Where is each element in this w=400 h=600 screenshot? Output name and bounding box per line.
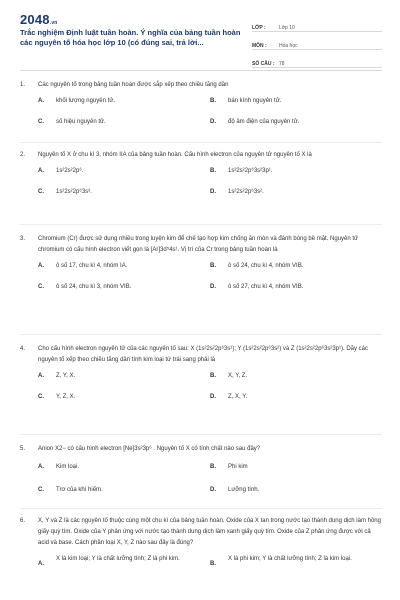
question-text: Nguyên tố X ở chu kì 3, nhóm IIA của bảng tuần hoàn. Cấu hình electron của nguyên tử nguyên tố X là	[38, 152, 312, 158]
question-number: 2.	[20, 152, 26, 158]
option-letter: A.	[38, 464, 44, 470]
meta-label: SỐ CÂU :	[252, 61, 275, 67]
option-text: độ âm điện của nguyên tử.	[228, 119, 300, 125]
option-letter: D.	[210, 284, 216, 290]
question-text: Chromium (Cr) được sử dụng nhiều trong luyện kim để chế tạo hợp kim chống ăn mòn và đánh bóng bề mặt. Nguyên tử chromium có cấu hình electron viết gọn là [Ar]3d⁵4s¹. Vị trí của Cr trong bảng tuần hoàn là	[38, 236, 359, 253]
option-letter: D.	[210, 119, 216, 125]
question-number: 3.	[20, 236, 26, 242]
option-text: 1s²2s²2p⁶3s².	[228, 189, 264, 195]
site-logo[interactable]	[20, 12, 58, 27]
meta-row-count	[252, 54, 382, 68]
option-text: 1s²2s²2p⁶3s³.	[56, 189, 92, 195]
option-text: Z, X, Y.	[228, 394, 248, 400]
option-text: ô số 24, chu kì 4, nhóm VIB.	[228, 263, 304, 269]
option-letter: C.	[38, 487, 44, 493]
option-text: ô số 27, chu kì 4, nhóm VIB.	[228, 284, 304, 290]
option-letter: C.	[38, 189, 44, 195]
page-header	[20, 10, 382, 68]
option-text: Lưỡng tính.	[228, 487, 260, 493]
question-divider	[20, 508, 382, 509]
option-letter: D.	[210, 189, 216, 195]
logo-text: 2048	[20, 12, 50, 27]
meta-label: MÔN :	[252, 43, 267, 49]
question-item	[20, 150, 382, 195]
question-number: 6.	[20, 518, 26, 524]
document-meta	[252, 18, 382, 72]
option-letter: A.	[38, 98, 44, 104]
question-item	[20, 80, 382, 125]
option-text: X, Y, Z.	[228, 373, 248, 379]
question-item	[20, 234, 382, 290]
option-text: Trơ của khí hiếm.	[56, 487, 103, 493]
option-text: Phi kim	[228, 464, 248, 470]
option-letter: B.	[210, 263, 216, 269]
question-text: X, Y và Z là các nguyên tố thuộc cùng một chu kì của bảng tuần hoàn. Oxide của X tan trong nước tạo thành dung dịch làm hồng giấy quỳ tím. Oxide của Y phản ứng với nước tạo thành dung dịch làm xanh giấy quỳ tím. Oxide của Z phản ứng được với cả acid và base. Cách phân loại X, Y, Z nào sau đây là đúng?	[38, 518, 381, 546]
meta-value: Hóa học	[279, 43, 298, 49]
question-text: Anion X2− có cấu hình electron [Ne]3s²3p⁶ . Nguyên tố X có tính chất nào sau đây?	[38, 446, 261, 452]
question-item	[20, 344, 382, 400]
option-text: ô số 17, chu kì 4, nhóm IA.	[56, 263, 128, 269]
option-letter: A.	[38, 373, 44, 379]
option-letter: A.	[38, 561, 44, 567]
header-divider	[20, 70, 382, 71]
question-number: 5.	[20, 446, 26, 452]
option-text: ô số 24, chu kì 3, nhóm VIB.	[56, 284, 132, 290]
question-divider	[20, 334, 382, 335]
question-divider	[20, 224, 382, 225]
question-item	[20, 516, 382, 567]
option-letter: C.	[38, 119, 44, 125]
option-text: 1s²2s²2p⁶.	[56, 168, 84, 174]
option-letter: B.	[210, 98, 216, 104]
option-text: Y, Z, X.	[56, 394, 76, 400]
option-letter: C.	[38, 394, 44, 400]
option-letter: D.	[210, 487, 216, 493]
option-letter: D.	[210, 394, 216, 400]
option-text: Kim loại.	[56, 464, 80, 470]
question-text: Cho cấu hình electron nguyên tử của các nguyên tố sau: X (1s²2s²2p⁶3s¹); Y (1s²2s²2p⁶3s²) và Z (1s²2s²2p⁶3s²3p¹). Dãy các nguyên tố xếp theo chiều tăng dần tính kim loại từ trái sang phải là	[38, 346, 369, 363]
option-text: X là phi kim; Y là chất lưỡng tính; Z là kim loại.	[228, 556, 352, 562]
meta-label: LỚP :	[252, 25, 266, 31]
option-letter: B.	[210, 168, 216, 174]
option-letter: C.	[38, 284, 44, 290]
question-divider	[20, 142, 382, 143]
option-letter: B.	[210, 464, 216, 470]
question-number: 1.	[20, 82, 26, 88]
meta-row-subject	[252, 36, 382, 50]
option-text: khối lượng nguyên tử.	[56, 98, 116, 104]
option-text: Z, Y, X.	[56, 373, 76, 379]
option-letter: B.	[210, 373, 216, 379]
meta-row-class	[252, 18, 382, 32]
meta-value: Lớp 10	[279, 25, 295, 31]
question-number: 4.	[20, 346, 26, 352]
question-item	[20, 444, 382, 493]
option-letter: B.	[210, 561, 216, 567]
option-letter: A.	[38, 168, 44, 174]
document-title: Trắc nghiệm Định luật tuần hoàn. Ý nghĩa của bảng tuần hoàn các nguyên tố hóa học lớp 10 (có đúng sai, trả lời...	[20, 28, 241, 47]
question-text: Các nguyên tố trong bảng tuần hoàn được sắp xếp theo chiều tăng dần	[38, 82, 229, 88]
logo-suffix: .vn	[49, 20, 58, 26]
option-text: X là kim loại; Y là chất lưỡng tính; Z là phi kim.	[56, 556, 180, 562]
option-letter: A.	[38, 263, 44, 269]
option-text: bán kính nguyên tử.	[228, 98, 282, 104]
option-text: 1s²2s²2p⁶3s²3p¹.	[228, 168, 273, 174]
meta-value: 78	[279, 61, 285, 67]
option-text: số hiệu nguyên tử.	[56, 119, 106, 125]
question-divider	[20, 434, 382, 435]
